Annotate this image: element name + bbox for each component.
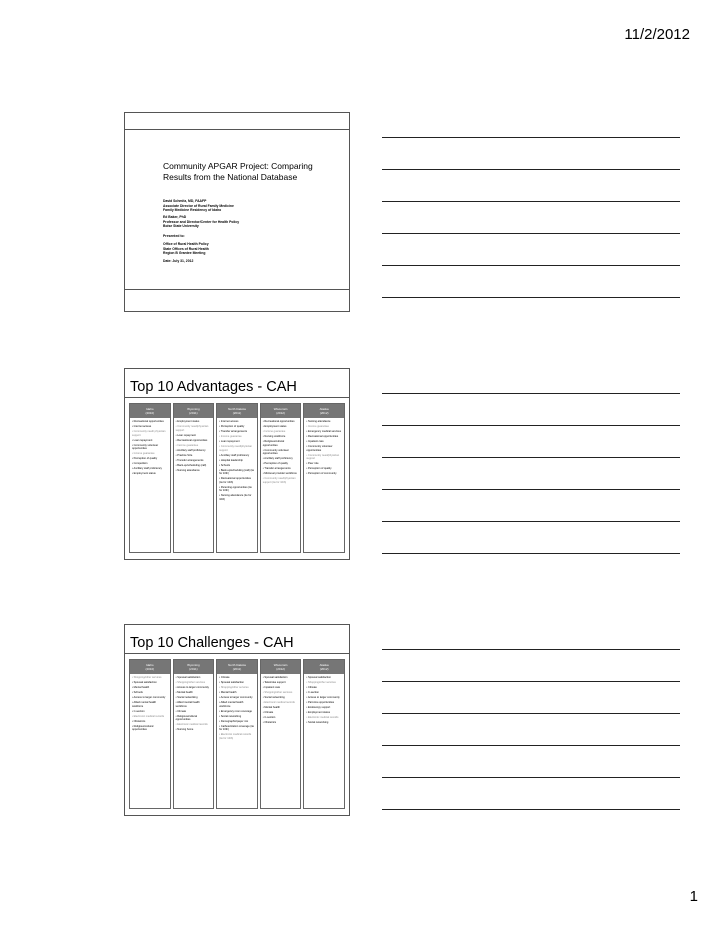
list-item: • Spousal satisfaction bbox=[262, 676, 288, 679]
state-name: Wyoming bbox=[187, 407, 200, 411]
list-item: • Nursing attendance bbox=[306, 420, 331, 423]
list-item: • Electronic medical records (tie for 10th) bbox=[219, 733, 252, 740]
column-header bbox=[304, 660, 344, 674]
list-item: • Telestroke support bbox=[262, 681, 286, 684]
list-item: • Community need/physician support bbox=[306, 453, 340, 460]
list-item: • Community volunteer opportunities bbox=[306, 445, 333, 452]
slide-1-title bbox=[163, 161, 341, 183]
note-line bbox=[382, 265, 680, 266]
list-item: • Climate bbox=[262, 711, 274, 714]
author-1-block bbox=[163, 199, 234, 213]
list-item: • Social networking bbox=[262, 696, 285, 699]
list-item: • Perception of quality bbox=[219, 425, 245, 428]
list-item: • Recreational opportunities bbox=[175, 438, 208, 442]
list-item: • Loan repayment bbox=[219, 440, 240, 443]
list-item: • Employment status bbox=[262, 425, 287, 428]
list-item: • Obstetrics bbox=[262, 721, 277, 724]
column-header bbox=[174, 404, 214, 418]
list-item: • Ancillary staff proficiency bbox=[219, 453, 250, 457]
list-item: • Peer role bbox=[306, 462, 319, 465]
list-item: • Mid-level provider workforce bbox=[262, 472, 297, 475]
list-item: • Access to larger community bbox=[132, 696, 166, 699]
state-name: Wyoming bbox=[187, 663, 200, 667]
list-item: • Electronic medical records bbox=[132, 714, 165, 718]
slide-2-thumbnail bbox=[124, 368, 350, 560]
list-item: • Income guarantee bbox=[219, 435, 242, 438]
list-item: • Obstetrics bbox=[132, 719, 146, 723]
list-item: • Spousal satisfaction bbox=[175, 676, 201, 679]
state-year: (2010) bbox=[145, 411, 155, 415]
list-item: • Climate bbox=[306, 686, 317, 689]
list-item: • Inpatient care bbox=[262, 686, 281, 689]
state-column bbox=[260, 403, 302, 553]
title-line-2: Results from the National Database bbox=[163, 172, 298, 182]
note-line bbox=[382, 169, 680, 170]
note-line bbox=[382, 681, 680, 682]
list-item: • Competition bbox=[132, 462, 148, 465]
list-item: • Ancillary staff proficiency bbox=[132, 467, 162, 470]
list-item: • C-section bbox=[262, 716, 276, 719]
list-item: • Access to larger community bbox=[219, 696, 253, 699]
list-item: • Religious/cultural opportunities bbox=[262, 440, 285, 447]
slide-1-text-line: Office of Rural Health Policy bbox=[163, 242, 209, 246]
note-line bbox=[382, 777, 680, 778]
slide-3-thumbnail bbox=[124, 624, 350, 816]
list-item: • Religious/cultural opportunities bbox=[132, 724, 154, 731]
list-item: • Shopping/other services bbox=[175, 681, 206, 684]
slide-title-rule bbox=[125, 653, 349, 654]
state-name: North Dakota bbox=[228, 407, 246, 411]
list-item: • Income guarantee bbox=[306, 425, 329, 428]
column-header bbox=[217, 404, 257, 418]
list-item: • Transfer arrangements bbox=[175, 458, 204, 462]
page-number: 1 bbox=[689, 888, 698, 905]
list-item: • Spousal satisfaction bbox=[306, 676, 332, 679]
list-item: • Mental health bbox=[175, 691, 193, 694]
list-item: • Income guarantee bbox=[262, 430, 286, 433]
state-column bbox=[216, 403, 258, 553]
list-item: • Allied mental health workforce bbox=[175, 701, 200, 708]
list-item: • Income guarantee bbox=[175, 443, 199, 447]
author-2-block bbox=[163, 215, 239, 229]
list-item: • Social networking bbox=[219, 714, 242, 718]
list-item: • Allied mental health workforce bbox=[132, 701, 157, 708]
list-item: • Loan repayment bbox=[132, 438, 153, 442]
list-item: • Community need/physician support bbox=[219, 445, 252, 452]
column-body bbox=[261, 418, 301, 488]
header-date: 11/2/2012 bbox=[624, 26, 690, 43]
state-name: Idaho bbox=[146, 663, 154, 667]
challenges-table bbox=[128, 659, 346, 809]
note-line bbox=[382, 393, 680, 394]
list-item: • Access to larger community bbox=[175, 686, 209, 689]
state-column bbox=[173, 659, 215, 809]
list-item: • Shopping/other services bbox=[306, 681, 336, 684]
slide-1-text-line: Date: July 31, 2012 bbox=[163, 259, 194, 263]
state-year: (2011) bbox=[232, 667, 242, 671]
list-item: • Mental health bbox=[132, 686, 150, 689]
list-item: • Community volunteer opportunities bbox=[262, 448, 289, 455]
advantages-table bbox=[128, 403, 346, 553]
list-item: • Spousal satisfaction bbox=[219, 681, 244, 684]
list-item: • Perception of quality bbox=[132, 457, 158, 460]
column-body bbox=[174, 418, 214, 476]
list-item: • Shopping/other services bbox=[262, 691, 293, 694]
list-item: • Spousal satisfaction bbox=[132, 681, 157, 684]
column-body bbox=[130, 418, 170, 479]
list-item: • Electronic medical records bbox=[262, 701, 295, 704]
list-item: • Part-time opportunities bbox=[306, 701, 335, 704]
list-item: • Recreational opportunities bbox=[132, 420, 164, 423]
list-item: • Religious/cultural opportunities bbox=[175, 714, 197, 721]
state-year: (2011) bbox=[189, 667, 198, 671]
list-item: • Emergency medical services bbox=[306, 430, 342, 433]
list-item: • C-section bbox=[132, 709, 145, 713]
title-line-1: Community APGAR Project: Comparing bbox=[163, 161, 313, 171]
list-item: • Internet access bbox=[132, 425, 152, 428]
state-year: (2010) bbox=[145, 667, 155, 671]
column-body bbox=[304, 418, 344, 479]
column-body bbox=[217, 674, 257, 744]
list-item: • Loan repayment bbox=[175, 433, 196, 437]
state-year: (2011) bbox=[232, 411, 242, 415]
list-item: • Inpatient care bbox=[306, 440, 324, 443]
list-item: • Community volunteer opportunities bbox=[132, 443, 159, 450]
note-line bbox=[382, 457, 680, 458]
state-column bbox=[129, 659, 171, 809]
list-item: • Demographic/payer mix bbox=[219, 719, 249, 723]
state-name: Wisconsin bbox=[273, 663, 288, 667]
state-name: Wisconsin bbox=[273, 407, 288, 411]
state-year: (2011) bbox=[189, 411, 198, 415]
date-line bbox=[163, 259, 193, 264]
slide-title-rule bbox=[125, 397, 349, 398]
list-item: • Hospital leadership bbox=[219, 458, 243, 462]
list-item: • Electronic medical records bbox=[175, 723, 208, 726]
list-item: • Catheterization coverage (tie for 10th) bbox=[219, 724, 254, 731]
column-header bbox=[174, 660, 214, 674]
list-item: • Recreational opportunities (tie for 10th) bbox=[219, 477, 251, 484]
list-item: • Perception of community bbox=[306, 472, 337, 475]
slide-1-text-line: Presented to: bbox=[163, 234, 185, 238]
state-column bbox=[129, 403, 171, 553]
list-item: • Community need/ physician support bbox=[132, 430, 166, 437]
note-line bbox=[382, 233, 680, 234]
list-item: • Practice Size bbox=[175, 453, 193, 457]
column-header bbox=[130, 660, 170, 674]
list-item: • Back-up/scheduling (call) bbox=[175, 463, 207, 467]
list-item: • Ancillary staff proficiency bbox=[262, 457, 293, 460]
column-header bbox=[261, 660, 301, 674]
note-line bbox=[382, 521, 680, 522]
note-line bbox=[382, 553, 680, 554]
column-body bbox=[174, 674, 214, 735]
state-year: (2012) bbox=[319, 411, 329, 415]
column-header bbox=[304, 404, 344, 418]
note-line bbox=[382, 201, 680, 202]
list-item: • Income guarantee bbox=[132, 452, 155, 455]
list-item: • Recreational opportunities bbox=[262, 420, 295, 423]
list-item: • Employment status bbox=[175, 420, 200, 423]
note-line bbox=[382, 745, 680, 746]
column-body bbox=[261, 674, 301, 728]
slide-2-title: Top 10 Advantages - CAH bbox=[130, 379, 297, 395]
note-line bbox=[382, 649, 680, 650]
office-block bbox=[163, 242, 209, 256]
list-item: • Shopping/other services bbox=[219, 686, 249, 689]
list-item: • Climate bbox=[219, 676, 230, 679]
list-item: • Ancillary staff proficiency bbox=[175, 448, 206, 452]
list-item: • Climate bbox=[175, 709, 187, 713]
slide-1-text-line: State Offices of Rural Health bbox=[163, 246, 209, 251]
state-year: (2012) bbox=[319, 667, 329, 671]
column-body bbox=[130, 674, 170, 735]
list-item: • Nursing attendance bbox=[175, 468, 200, 472]
list-item: • Parenting opportunities (tie for 10th) bbox=[219, 485, 252, 492]
column-body bbox=[304, 674, 344, 728]
presented-label bbox=[163, 234, 185, 239]
list-item: • Perception of quality bbox=[306, 467, 332, 470]
list-item: • Transfer arrangements bbox=[219, 430, 248, 433]
list-item: • Allied mental health workforce bbox=[219, 701, 244, 708]
list-item: • Back-up/scheduling (call) (tie for 10th) bbox=[219, 468, 255, 475]
state-column bbox=[216, 659, 258, 809]
slide-1-text-line: David Schmitz, MD, FAAFP bbox=[163, 199, 207, 203]
note-line bbox=[382, 425, 680, 426]
state-column bbox=[303, 403, 345, 553]
list-item: • Internet access bbox=[219, 420, 239, 423]
note-line bbox=[382, 489, 680, 490]
note-line bbox=[382, 137, 680, 138]
list-item: • Electronic medical records bbox=[306, 716, 339, 719]
list-item: • Schools bbox=[219, 463, 231, 467]
column-header bbox=[217, 660, 257, 674]
state-year: (2012) bbox=[276, 411, 285, 415]
state-name: Idaho bbox=[146, 407, 154, 411]
list-item: • Nursing home bbox=[175, 728, 194, 731]
slide-1-text-line: Family Medicine Residency of Idaho bbox=[163, 208, 222, 213]
slide-1-thumbnail bbox=[124, 112, 350, 312]
list-item: • C-section bbox=[306, 691, 319, 694]
note-line bbox=[382, 713, 680, 714]
list-item: • Social networking bbox=[306, 721, 329, 724]
list-item: • Employment status bbox=[306, 711, 331, 714]
slide-bottom-rule bbox=[125, 289, 349, 290]
slide-3-title: Top 10 Challenges - CAH bbox=[130, 635, 294, 651]
list-item: • Social networking bbox=[175, 696, 198, 699]
state-name: Alaska bbox=[319, 407, 329, 411]
slide-1-text-line: Associate Director of Rural Family Medicine bbox=[163, 203, 234, 208]
slide-1-text-line: Boise State University bbox=[163, 224, 199, 229]
slide-1-text-line: Region B Grantee Meeting bbox=[163, 251, 206, 256]
list-item: • Emergency room coverage bbox=[219, 709, 252, 713]
state-year: (2012) bbox=[276, 667, 285, 671]
list-item: • Community need/physician support bbox=[175, 425, 209, 432]
list-item: • Employment status bbox=[132, 472, 156, 475]
column-body bbox=[217, 418, 257, 505]
state-name: North Dakota bbox=[228, 663, 246, 667]
state-column bbox=[173, 403, 215, 553]
list-item: • Access to larger community bbox=[306, 696, 340, 699]
list-item: • Community need/physician support (tie for 10th) bbox=[262, 477, 296, 484]
list-item: • Schools bbox=[132, 691, 143, 694]
list-item: • Shopping/other services bbox=[132, 676, 162, 679]
list-item: • Perception of quality bbox=[262, 462, 288, 465]
note-line bbox=[382, 297, 680, 298]
list-item: • Mental health bbox=[262, 706, 280, 709]
list-item: • Transfer arrangements bbox=[262, 467, 291, 470]
list-item: • Nursing attendance (tie for 10th) bbox=[219, 494, 252, 501]
slide-1-text-line: Professor and Director/Center for Health Policy bbox=[163, 219, 240, 224]
column-header bbox=[261, 404, 301, 418]
slide-top-rule bbox=[125, 129, 349, 130]
state-column bbox=[260, 659, 302, 809]
list-item: • Nursing workforce bbox=[262, 435, 286, 438]
column-header bbox=[130, 404, 170, 418]
note-line bbox=[382, 809, 680, 810]
list-item: • Recreational opportunities bbox=[306, 435, 339, 438]
state-column bbox=[303, 659, 345, 809]
list-item: • Mental health bbox=[219, 691, 237, 694]
list-item: • Endoscopy support bbox=[306, 706, 331, 709]
slide-1-text-line: Ed Baker, PhD bbox=[163, 215, 187, 219]
state-name: Alaska bbox=[319, 663, 329, 667]
